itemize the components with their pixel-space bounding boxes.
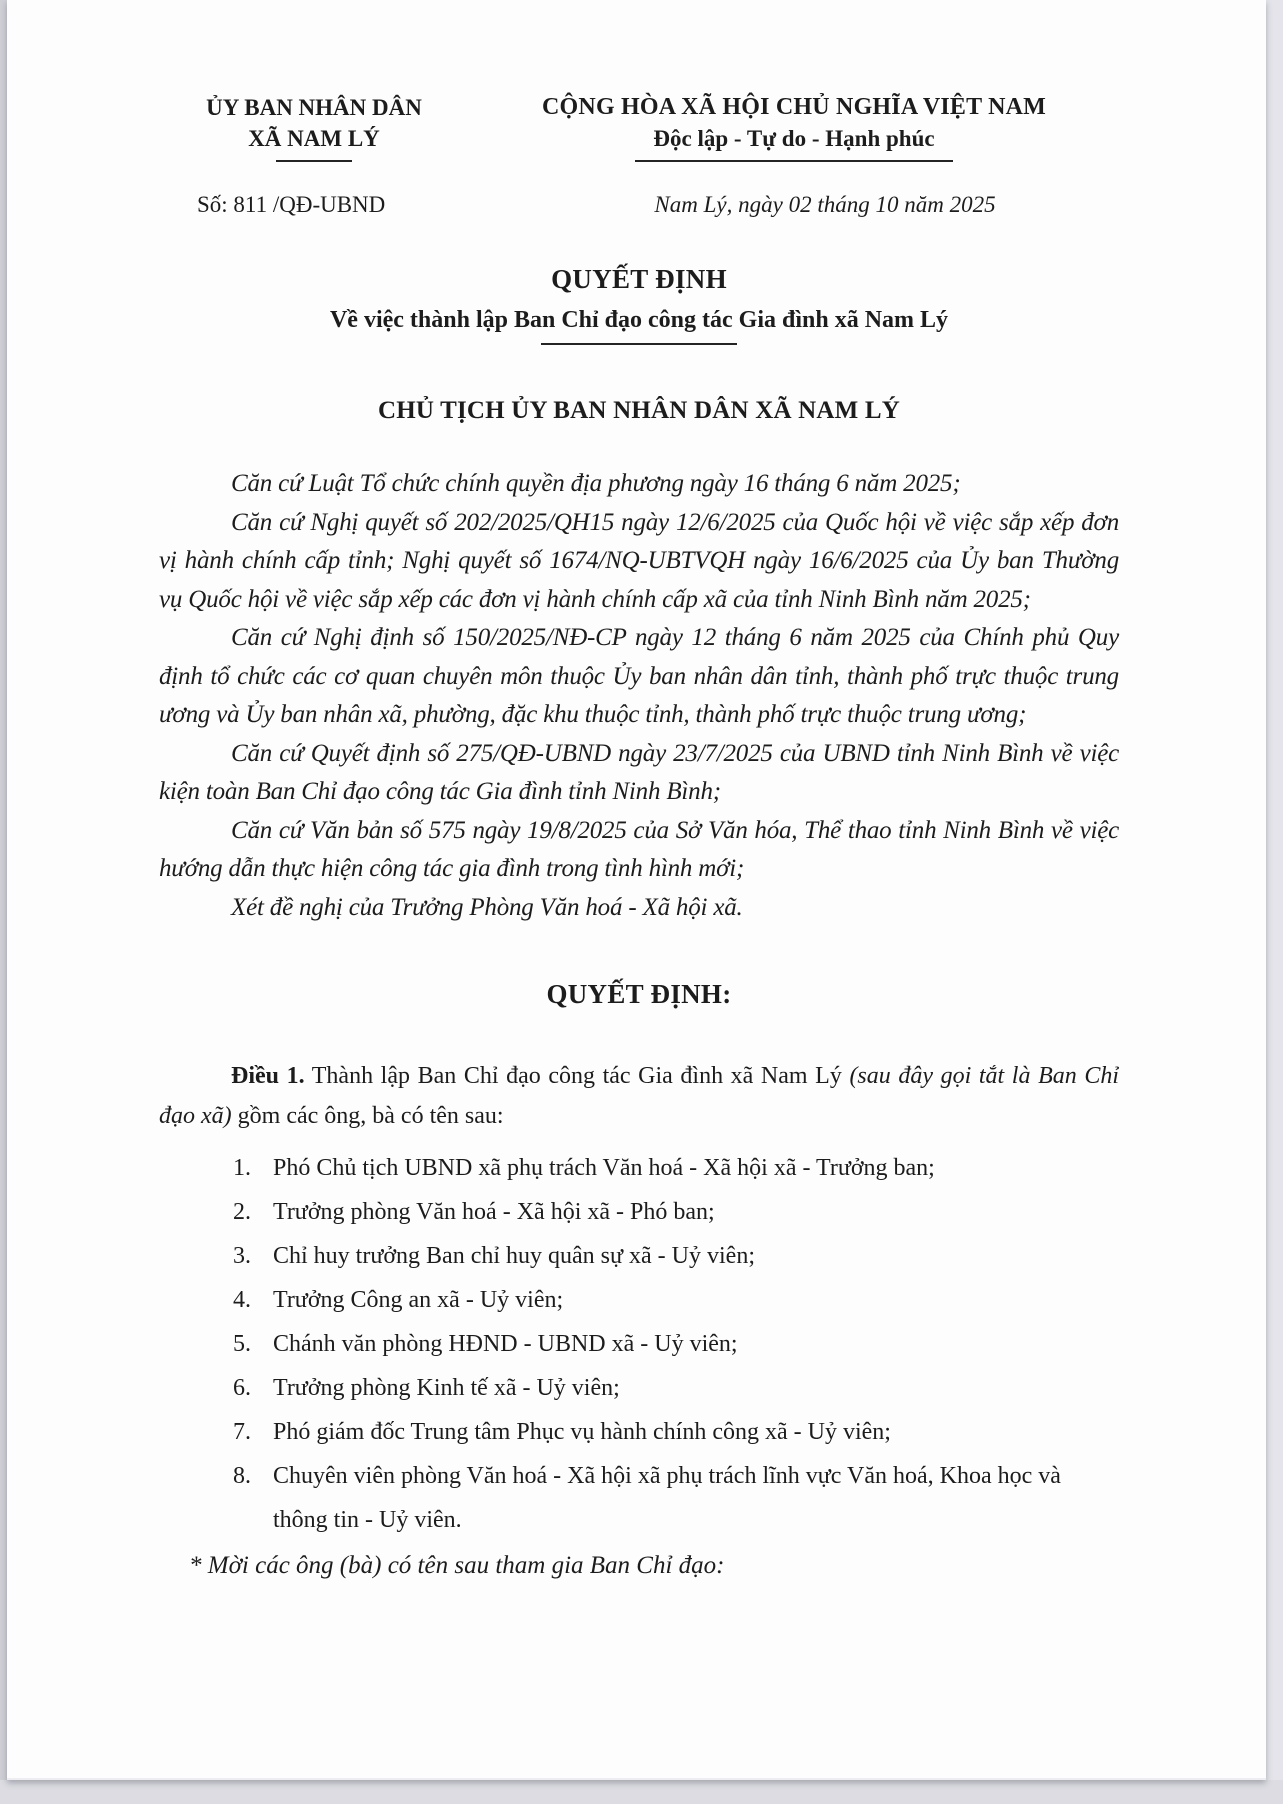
- issuer-title: CHỦ TỊCH ỦY BAN NHÂN DÂN XÃ NAM LÝ: [377, 397, 901, 424]
- list-item-text: Chánh văn phòng HĐND - UBND xã - Uỷ viên;: [273, 1331, 738, 1357]
- document-subtitle: Về việc thành lập Ban Chỉ đạo công tác Gia đình xã Nam Lý: [329, 307, 949, 333]
- decree-heading: QUYẾT ĐỊNH:: [546, 979, 732, 1009]
- document-content: [159, 0, 1119, 1780]
- document-page: [7, 0, 1266, 1780]
- list-item-number: 8.: [233, 1463, 251, 1489]
- recital-paragraph: Căn cứ Luật Tổ chức chính quyền địa phương ngày 16 tháng 6 năm 2025;: [231, 470, 961, 497]
- list-item-text: Trưởng phòng Kinh tế xã - Uỷ viên;: [273, 1375, 620, 1401]
- list-item: [233, 1366, 1119, 1410]
- list-item-text: Trưởng Công an xã - Uỷ viên;: [273, 1287, 564, 1313]
- number-date-row: [159, 192, 1119, 218]
- recital-paragraph: Căn cứ Nghị định số 150/2025/NĐ-CP ngày 12 tháng 6 năm 2025 của Chính phủ Quy định tổ chức các cơ quan chuyên môn thuộc Ủy ban nhân dân tỉnh, thành phố trực thuộc trung ương và Ủy ban nhân xã, phường, đặc khu thuộc tỉnh, thành phố trực thuộc trung ương;: [159, 624, 1119, 728]
- motto-underline: [635, 160, 953, 162]
- invite-note: * Mời các ông (bà) có tên sau tham gia Ban Chỉ đạo:: [189, 1552, 725, 1579]
- country-name: CỘNG HÒA XÃ HỘI CHỦ NGHĨA VIỆT NAM: [542, 94, 1046, 120]
- issuing-authority-block: [159, 92, 469, 162]
- list-item-text: Phó Chủ tịch UBND xã phụ trách Văn hoá - Xã hội xã - Trưởng ban;: [273, 1155, 935, 1181]
- members-list: [159, 1146, 1119, 1542]
- list-item: [233, 1190, 1119, 1234]
- article-1-text-before: Thành lập Ban Chỉ đạo công tác Gia đình xã Nam Lý: [304, 1063, 850, 1089]
- list-item-number: 4.: [233, 1287, 251, 1313]
- photo-edge-bottom: [0, 1780, 1283, 1804]
- list-item: [233, 1410, 1119, 1454]
- list-item-text: Chỉ huy trưởng Ban chỉ huy quân sự xã - Uỷ viên;: [273, 1243, 755, 1269]
- list-item-number: 1.: [233, 1155, 251, 1181]
- article-1-paragraph: [159, 1056, 1119, 1136]
- list-item-number: 7.: [233, 1419, 251, 1445]
- photo-edge-left: [0, 0, 7, 1804]
- issuing-authority-name: XÃ NAM LÝ: [248, 126, 380, 151]
- list-item: [233, 1234, 1119, 1278]
- list-item: [233, 1322, 1119, 1366]
- list-item-number: 2.: [233, 1199, 251, 1225]
- list-item: [233, 1146, 1119, 1190]
- list-item-number: 6.: [233, 1375, 251, 1401]
- place-and-date: Nam Lý, ngày 02 tháng 10 năm 2025: [654, 192, 996, 217]
- national-header-block: [469, 92, 1119, 162]
- recitals-section: [159, 465, 1119, 927]
- list-item: [233, 1454, 1119, 1542]
- subtitle-underline: [541, 343, 737, 345]
- national-motto: Độc lập - Tự do - Hạnh phúc: [653, 126, 935, 151]
- recital-paragraph: Căn cứ Văn bản số 575 ngày 19/8/2025 của Sở Văn hóa, Thể thao tỉnh Ninh Bình về việc hướng dẫn thực hiện công tác gia đình trong tình hình mới;: [159, 816, 1119, 882]
- article-1-text-after: gồm các ông, bà có tên sau:: [231, 1103, 504, 1129]
- list-item-text: Chuyên viên phòng Văn hoá - Xã hội xã phụ trách lĩnh vực Văn hoá, Khoa học và thông tin - Uỷ viên.: [273, 1463, 1061, 1533]
- recital-paragraph: Căn cứ Nghị quyết số 202/2025/QH15 ngày 12/6/2025 của Quốc hội về việc sắp xếp đơn vị hành chính cấp tỉnh; Nghị quyết số 1674/NQ-UBTVQH ngày 16/6/2025 của Ủy ban Thường vụ Quốc hội về việc sắp xếp các đơn vị hành chính cấp xã của tỉnh Ninh Bình năm 2025;: [159, 508, 1119, 613]
- list-item: [233, 1278, 1119, 1322]
- list-item-number: 5.: [233, 1331, 251, 1357]
- issuing-authority-parent: ỦY BAN NHÂN DÂN: [206, 95, 422, 120]
- article-1-label: Điều 1.: [231, 1063, 305, 1089]
- document-title: QUYẾT ĐỊNH: [551, 264, 727, 294]
- article-1-aside-italic: (sau đây gọi tắt là Ban Chỉ đạo xã): [159, 1063, 1119, 1129]
- document-number: Số: 811 /QĐ-UBND: [197, 192, 386, 217]
- recital-paragraph: Xét đề nghị của Trưởng Phòng Văn hoá - Xã hội xã.: [231, 893, 743, 921]
- list-item-text: Trưởng phòng Văn hoá - Xã hội xã - Phó ban;: [273, 1199, 715, 1225]
- authority-underline: [276, 160, 352, 162]
- list-item-text: Phó giám đốc Trung tâm Phục vụ hành chính công xã - Uỷ viên;: [273, 1419, 891, 1445]
- list-item-number: 3.: [233, 1243, 251, 1269]
- document-header: [159, 0, 1119, 162]
- recital-paragraph: Căn cứ Quyết định số 275/QĐ-UBND ngày 23/7/2025 của UBND tỉnh Ninh Bình về việc kiện toàn Ban Chỉ đạo công tác Gia đình tỉnh Ninh Bình;: [159, 739, 1119, 805]
- photo-edge-right: [1266, 0, 1283, 1804]
